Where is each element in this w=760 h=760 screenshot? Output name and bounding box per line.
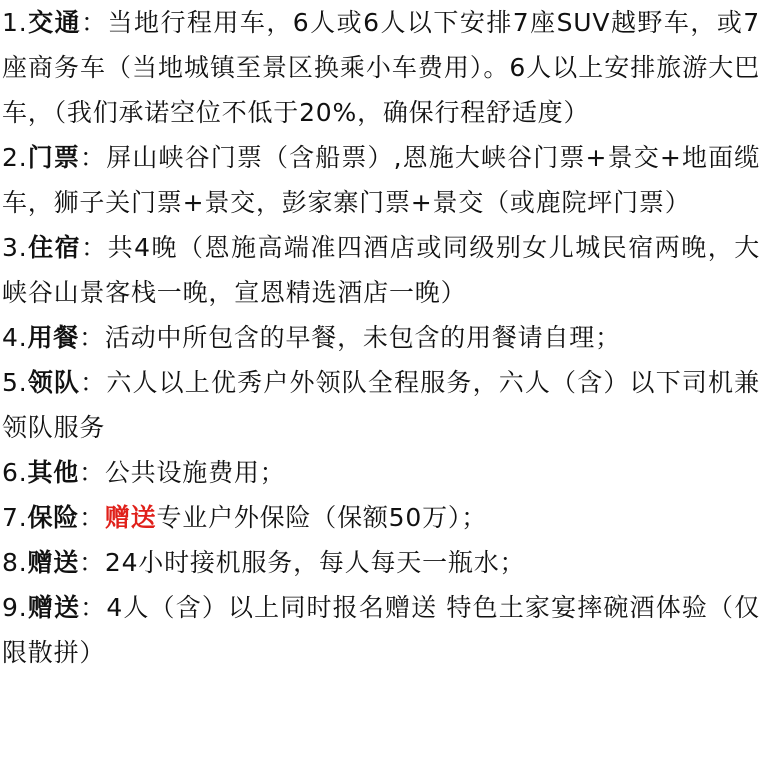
item-label: 住宿 (27, 233, 82, 262)
item-number: 6. (2, 458, 28, 487)
list-item-accommodation (2, 225, 760, 315)
list-item-transport (2, 0, 760, 135)
item-text: 共4晚（恩施高端准四酒店或同级别女儿城民宿两晚，大峡谷山景客栈一晚，宣恩精选酒店一晚） (2, 233, 760, 307)
item-number: 8. (2, 548, 28, 577)
item-number: 2. (2, 143, 28, 172)
item-text: 4人（含）以上同时报名赠送 特色土家宴摔碗酒体验（仅限散拼） (2, 593, 760, 667)
item-number: 1. (2, 8, 28, 37)
item-text: 六人以上优秀户外领队全程服务，六人（含）以下司机兼领队服务 (2, 368, 760, 442)
item-number: 9. (2, 593, 28, 622)
list-item-other (2, 450, 760, 495)
item-label: 用餐 (27, 323, 80, 352)
list-item-gift-banquet (2, 585, 760, 675)
item-number: 7. (2, 503, 28, 532)
gift-highlight: 赠送 (104, 503, 157, 532)
item-separator: ： (79, 548, 105, 577)
item-label: 领队 (27, 368, 81, 397)
item-number: 5. (2, 368, 28, 397)
item-text: 当地行程用车，6人或6人以下安排7座SUV越野车，或7座商务车（当地城镇至景区换乘小车费用）。6人以上安排旅游大巴车，（我们承诺空位不低于20%，确保行程舒适度） (2, 8, 760, 127)
item-text: 24小时接机服务，每人每天一瓶水； (104, 548, 526, 577)
item-label: 交通 (27, 8, 82, 37)
item-separator: ： (81, 8, 108, 37)
item-text: 活动中所包含的早餐，未包含的用餐请自理； (104, 323, 621, 352)
list-item-meals (2, 315, 760, 360)
item-text: 专业户外保险（保额50万）； (156, 503, 487, 532)
item-separator: ： (79, 458, 105, 487)
item-label: 门票 (27, 143, 81, 172)
list-item-guide (2, 360, 760, 450)
item-separator: ： (81, 233, 108, 262)
list-item-tickets (2, 135, 760, 225)
item-text: 公共设施费用； (104, 458, 286, 487)
item-label: 保险 (27, 503, 80, 532)
item-separator: ： (79, 503, 105, 532)
item-label: 其他 (27, 458, 80, 487)
item-separator: ： (80, 368, 107, 397)
item-separator: ： (79, 323, 105, 352)
item-separator: ： (80, 593, 107, 622)
list-item-insurance (2, 495, 760, 540)
item-label: 赠送 (27, 548, 80, 577)
item-number: 4. (2, 323, 28, 352)
item-label: 赠送 (27, 593, 81, 622)
item-separator: ： (80, 143, 107, 172)
item-number: 3. (2, 233, 28, 262)
list-item-gift-pickup (2, 540, 760, 585)
item-text: 屏山峡谷门票（含船票）,恩施大峡谷门票+景交+地面缆车，狮子关门票+景交，彭家寨门票+景交（或鹿院坪门票） (2, 143, 760, 217)
